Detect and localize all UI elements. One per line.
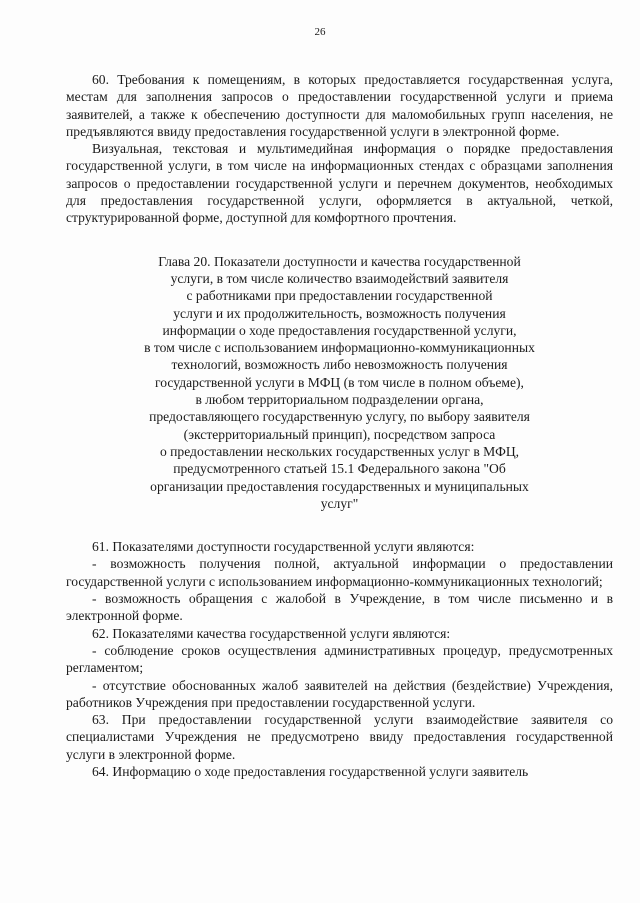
chapter-heading-line: о предоставлении нескольких государственных услуг в МФЦ, — [159, 443, 520, 459]
chapter-heading-line: услуги и их продолжительность, возможность получения — [173, 305, 506, 321]
paragraph-61-item-1: - возможность получения полной, актуальной информации о предоставлении государственной услуги с использованием информационно-коммуникационных технологий; — [66, 556, 613, 589]
paragraph-61-item-2: - возможность обращения с жалобой в Учреждение, в том числе письменно и в электронной форме. — [66, 591, 613, 624]
chapter-heading-line: с работниками при предоставлении государственной — [186, 288, 493, 304]
paragraph-62-item-2: - отсутствие обоснованных жалоб заявителей на действия (бездействие) Учреждения, работников Учреждения при предоставлении государственной услуги. — [66, 677, 613, 710]
chapter-heading-line: в любом территориальном подразделении органа, — [195, 392, 484, 408]
chapter-heading-line: (экстерриториальный принцип), посредством запроса — [183, 426, 496, 442]
chapter-heading-line: информации о ходе предоставления государственной услуги, — [162, 322, 517, 338]
chapter-heading-line: организации предоставления государственных и муниципальных — [150, 478, 529, 494]
paragraph-60: 60. Требования к помещениям, в которых предоставляется государственная услуга, местам для заполнения запросов о предоставлении государственной услуги и приема заявителей, а также к обеспечению доступности для маломобильных групп населения, не предъявляются ввиду предоставления государственной услуги в электронной форме. — [66, 72, 613, 139]
paragraph-61: 61. Показателями доступности государственной услуги являются: — [92, 539, 475, 555]
chapter-heading-line: в том числе с использованием информационно-коммуникационных — [144, 340, 535, 356]
page-number: 26 — [314, 26, 326, 38]
chapter-heading-line: государственной услуги в МФЦ (в том числе в полном объеме), — [155, 374, 524, 390]
chapter-heading-line: Глава 20. Показатели доступности и качества государственной — [158, 253, 521, 269]
chapter-heading-line: услуг" — [320, 495, 359, 511]
paragraph-62: 62. Показателями качества государственной услуги являются: — [92, 625, 451, 641]
chapter-heading-line: услуги, в том числе количество взаимодействий заявителя — [170, 270, 509, 286]
chapter-heading-line: предусмотренного статьей 15.1 Федерального закона "Об — [173, 461, 506, 477]
chapter-heading-line: технологий, возможность либо невозможность получения — [171, 357, 508, 373]
paragraph-63: 63. При предоставлении государственной услуги взаимодействие заявителя со специалистами Учреждения не предусмотрено ввиду предоставления государственной услуги в электронной форме. — [66, 712, 613, 762]
paragraph-visual-info: Визуальная, текстовая и мультимедийная информация о порядке предоставления государственной услуги, в том числе на информационных стендах с образцами заполнения запросов о предоставлении государственной услуги и перечнем документов, необходимых для предоставления государственной услуги, оформляется в актуальной, четкой, структурированной форме, доступной для комфортного прочтения. — [66, 141, 613, 226]
paragraph-64: 64. Информацию о ходе предоставления государственной услуги заявитель — [92, 763, 529, 779]
paragraph-62-item-1: - соблюдение сроков осуществления административных процедур, предусмотренных регламентом; — [66, 642, 613, 676]
document-body — [66, 71, 613, 780]
chapter-20-heading — [66, 253, 613, 512]
chapter-heading-line: предоставляющего государственную услугу, по выбору заявителя — [149, 409, 530, 425]
